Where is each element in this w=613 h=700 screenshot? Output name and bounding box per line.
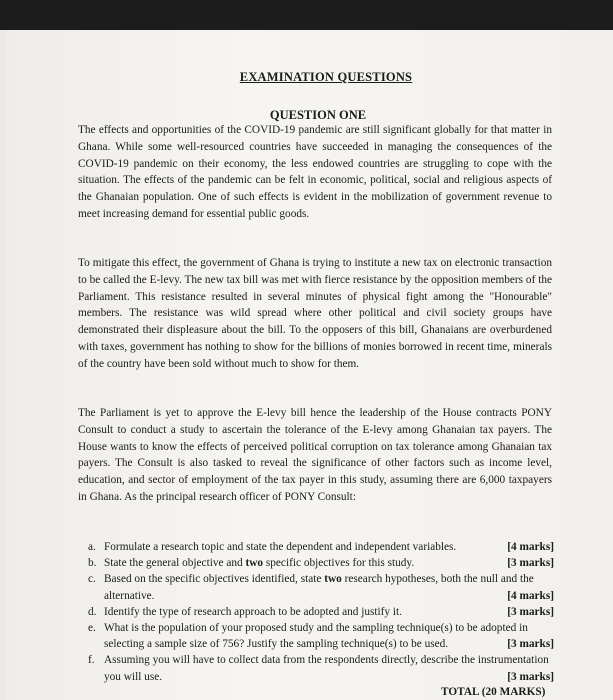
- task-label: b.: [88, 557, 97, 570]
- paragraph-pony-consult: The Parliament is yet to approve the E-levy bill hence the leadership of the House contracts PONY Consult to conduct a study to ascertain the tolerance of the E-levy among Ghanaian tax payers. The House wants to know the effects of perceived political corruption on tax tolerance among Ghanaian tax payers. The Consult is also tasked to reveal the significance of other factors such as income level, education, and sector of employment of the tax payer in this study, assuming there are 6,000 taxpayers in Ghana. As the principal research officer of PONY Consult:: [78, 407, 552, 503]
- task-label: c.: [88, 573, 96, 586]
- task-item-a: [88, 539, 554, 555]
- task-text: What is the population of your proposed study and the sampling technique(s) to be adopted in selecting a sample size of 756? Justify the sampling technique(s) to be used.: [104, 622, 528, 651]
- task-marks: [3 marks]: [507, 557, 554, 570]
- task-item-c: [88, 571, 554, 603]
- question-title: QUESTION ONE: [269, 108, 367, 122]
- task-item-b: [88, 555, 554, 571]
- task-item-d: [88, 604, 554, 620]
- exam-title: EXAMINATION QUESTIONS: [239, 70, 413, 84]
- task-emphasis: two: [324, 573, 342, 586]
- task-item-e: [88, 620, 554, 652]
- task-text: Based on the specific objectives identified, state: [104, 573, 325, 586]
- task-marks: [4 marks]: [507, 541, 554, 553]
- task-text-end: research hypotheses, both the null and the alternative.: [104, 573, 534, 602]
- task-marks: [3 marks]: [507, 670, 554, 683]
- task-marks: [3 marks]: [507, 605, 554, 618]
- task-text: Identify the type of research approach to be adopted and justify it.: [104, 605, 403, 618]
- task-label: e.: [88, 622, 96, 635]
- top-dark-border: [0, 0, 613, 30]
- paragraph-e-levy: To mitigate this effect, the government of Ghana is trying to institute a new tax on electronic transaction to be called the E-levy. The new tax bill was met with fierce resistance by the opposition members of the Parliament. This resistance resulted in several minutes of physical fight among the "Honourable" members. The resistance was wild spread where other political and civil society groups have demonstrated their displeasure about the bill. To the opposers of this bill, Ghanaians are overburdened with taxes, government has nothing to show for the billions of monies borrowed in recent time, minerals of the country have been sold without much to show for them.: [78, 257, 552, 370]
- task-label: d.: [88, 605, 97, 618]
- task-text-end: specific objectives for this study.: [263, 557, 415, 570]
- total-marks: TOTAL (20 MARKS): [441, 686, 546, 698]
- task-text: Assuming you will have to collect data from the respondents directly, describe the instrumentation you will use.: [104, 654, 549, 683]
- task-marks: [3 marks]: [507, 638, 554, 651]
- paragraph-covid-effects: The effects and opportunities of the COVID-19 pandemic are still significant globally for that matter in Ghana. While some well-resourced countries have succeeded in managing the consequences of the COVID-19 pandemic on their economy, the less endowed countries are struggling to cope with the situation. The effects of the pandemic can be felt in economic, political, social and religious aspects of the Ghanaian population. One of such effects is evident in the mobilization of government revenue to meet increasing demand for essential public goods.: [78, 124, 552, 220]
- task-text: State the general objective and: [104, 557, 246, 570]
- task-list: [88, 539, 554, 685]
- task-item-f: [88, 652, 554, 684]
- task-text: Formulate a research topic and state the dependent and independent variables.: [104, 541, 457, 553]
- task-label: a.: [88, 541, 96, 553]
- task-marks: [4 marks]: [507, 589, 554, 602]
- task-emphasis: two: [245, 557, 264, 570]
- task-label: f.: [88, 654, 95, 667]
